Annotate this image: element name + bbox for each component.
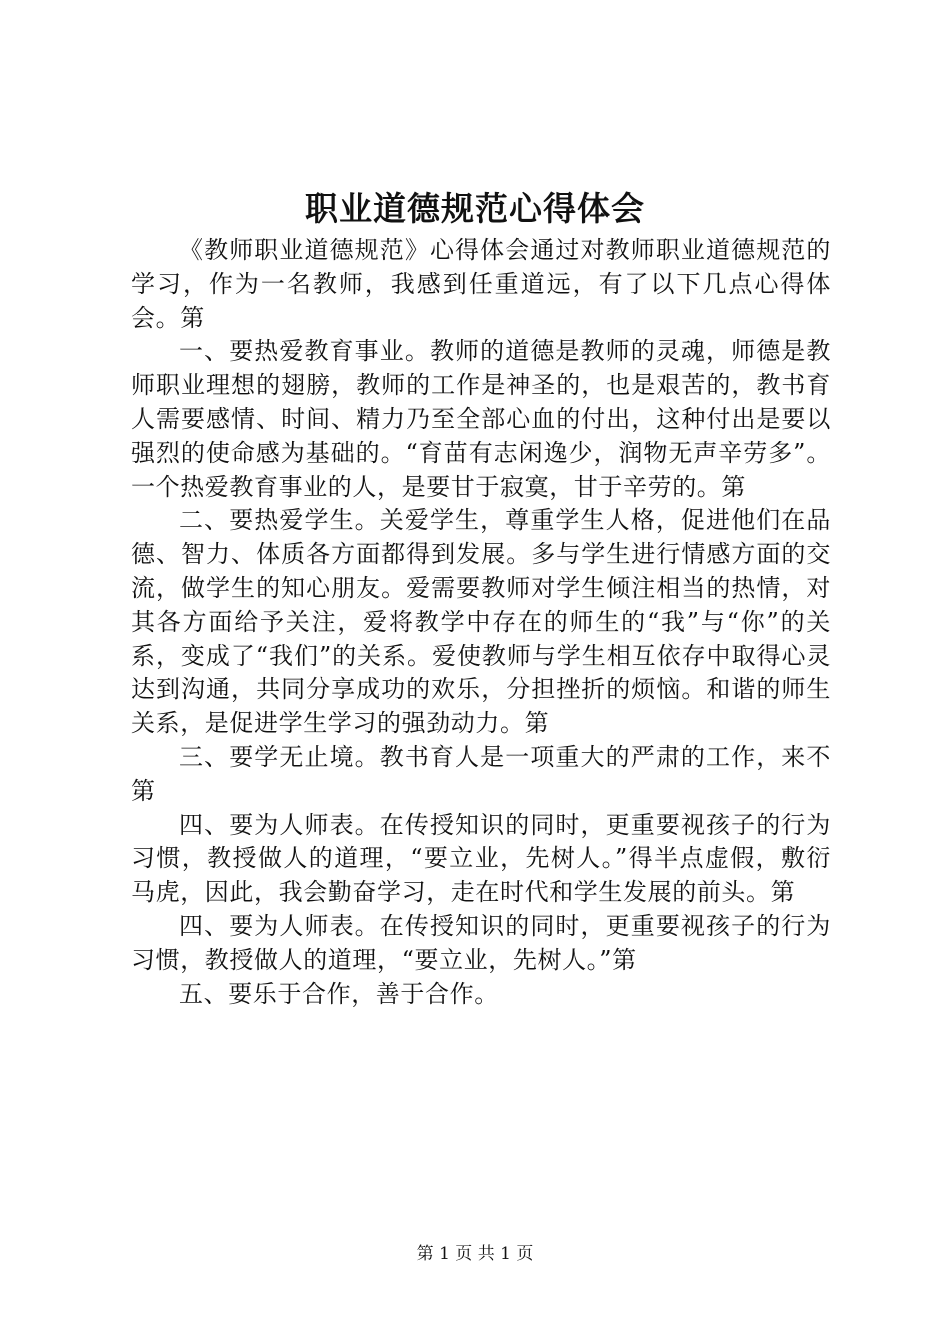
paragraph-point-4a: 四、要为人师表。在传授知识的同时，更重要视孩子的行为习惯，教授做人的道理，“要立业，先树人。”得半点虚假，敷衍马虎，因此，我会勤奋学习，走在时代和学生发展的前头。第 — [131, 810, 831, 907]
paragraph-point-1: 一、要热爱教育事业。教师的道德是教师的灵魂，师德是教师职业理想的翅膀，教师的工作是神圣的，也是艰苦的，教书育人需要感情、时间、精力乃至全部心血的付出，这种付出是要以强烈的使命感为基础的。“育苗有志闲逸少，润物无声辛劳多”。一个热爱教育事业的人，是要甘于寂寞，甘于辛劳的。第 — [131, 337, 831, 501]
page-footer: 第 1 页 共 1 页 — [416, 1244, 534, 1264]
paragraph-point-3: 三、要学无止境。教书育人是一项重大的严肃的工作，来不第 — [131, 742, 831, 805]
paragraph-point-5: 五、要乐于合作，善于合作。 — [179, 979, 499, 1008]
document-title: 职业道德规范心得体会 — [305, 189, 645, 228]
paragraph-point-2: 二、要热爱学生。关爱学生，尊重学生人格，促进他们在品德、智力、体质各方面都得到发展。多与学生进行情感方面的交流，做学生的知心朋友。爱需要教师对学生倾注相当的热情，对其各方面给予关注，爱将教学中存在的师生的“我”与“你”的关系，变成了“我们”的关系。爱使教师与学生相互依存中取得心灵达到沟通，共同分享成功的欢乐，分担挫折的烦恼。和谐的师生关系，是促进学生学习的强劲动力。第 — [131, 506, 831, 738]
document-body — [131, 234, 831, 1011]
paragraph-intro: 《教师职业道德规范》心得体会通过对教师职业道德规范的学习，作为一名教师，我感到任重道远，有了以下几点心得体会。第 — [131, 236, 831, 332]
paragraph-point-4b: 四、要为人师表。在传授知识的同时，更重要视孩子的行为习惯，教授做人的道理，“要立业，先树人。”第 — [131, 911, 831, 974]
